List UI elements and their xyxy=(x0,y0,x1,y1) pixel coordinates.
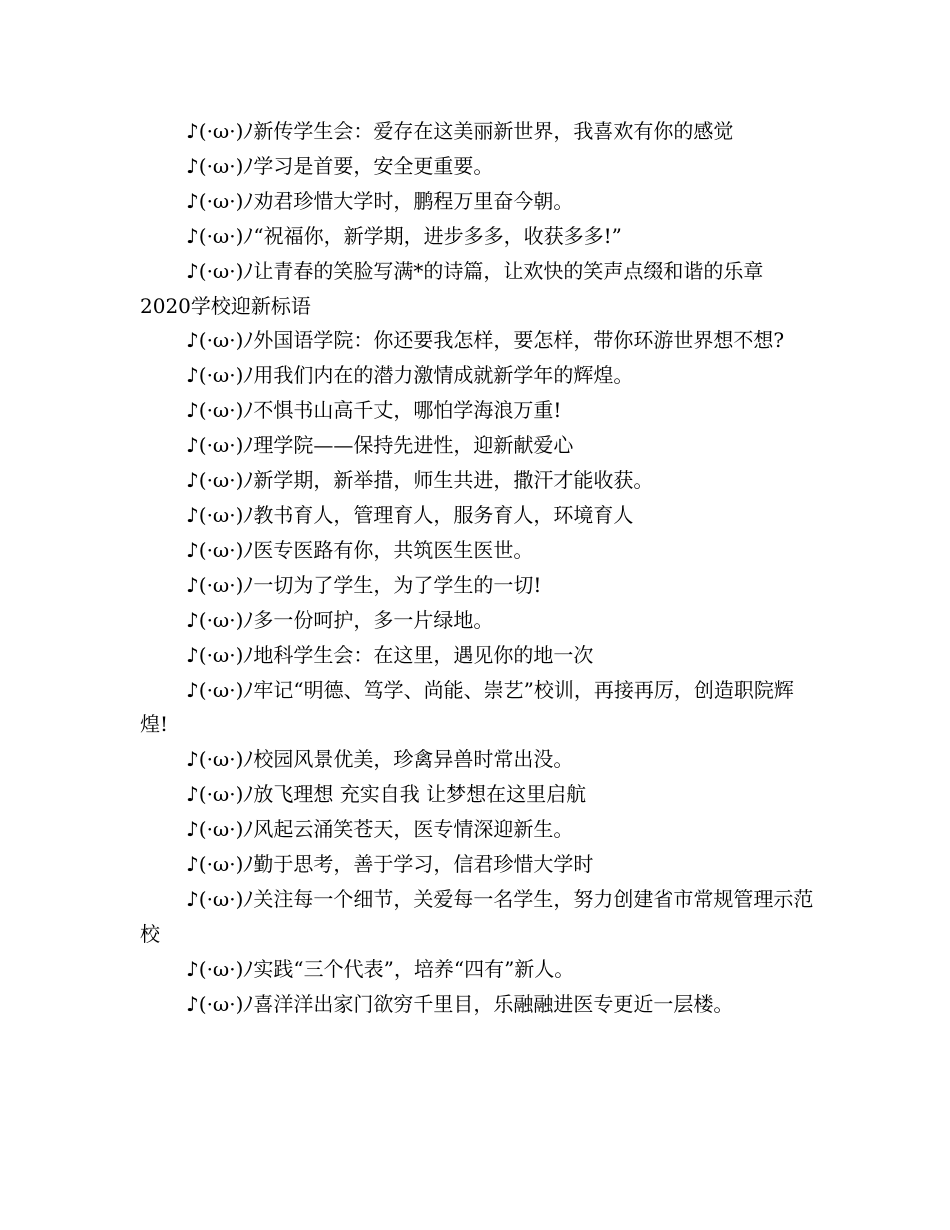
slogan-line: ♪(·ω·)ﾉ理学院——保持先进性，迎新献爱心 xyxy=(186,433,574,458)
slogan-line: ♪(·ω·)ﾉ风起云涌笑苍天，医专情深迎新生。 xyxy=(186,817,574,842)
slogan-line: ♪(·ω·)ﾉ新学期，新举措，师生共进，撒汗才能收获。 xyxy=(186,468,654,493)
slogan-line: ♪(·ω·)ﾉ校园风景优美，珍禽异兽时常出没。 xyxy=(186,747,574,772)
slogan-line: ♪(·ω·)ﾉ不惧书山高千丈，哪怕学海浪万重! xyxy=(186,398,562,423)
slogan-line: ♪(·ω·)ﾉ外国语学院：你还要我怎样，要怎样，带你环游世界想不想? xyxy=(186,328,785,353)
slogan-line: ♪(·ω·)ﾉ一切为了学生，为了学生的一切! xyxy=(186,572,542,597)
slogan-line: ♪(·ω·)ﾉ用我们内在的潜力激情成就新学年的辉煌。 xyxy=(186,363,634,388)
slogan-line: ♪(·ω·)ﾉ地科学生会：在这里，遇见你的地一次 xyxy=(186,642,594,667)
slogan-line: ♪(·ω·)ﾉ劝君珍惜大学时，鹏程万里奋今朝。 xyxy=(186,188,574,213)
slogan-line: ♪(·ω·)ﾉ勤于思考，善于学习，信君珍惜大学时 xyxy=(186,852,594,877)
slogan-line: ♪(·ω·)ﾉ实践“三个代表”，培养“四有”新人。 xyxy=(186,956,575,981)
slogan-line: ♪(·ω·)ﾉ关注每一个细节，关爱每一名学生，努力创建省市常规管理示范校 xyxy=(140,886,814,946)
slogan-line: ♪(·ω·)ﾉ学习是首要，安全更重要。 xyxy=(186,153,494,178)
slogan-line: ♪(·ω·)ﾉ让青春的笑脸写满*的诗篇，让欢快的笑声点缀和谐的乐章 xyxy=(186,258,764,283)
slogan-line: ♪(·ω·)ﾉ“祝福你，新学期，进步多多，收获多多!” xyxy=(186,223,622,248)
slogan-line: ♪(·ω·)ﾉ喜洋洋出家门欲穷千里目，乐融融进医专更近一层楼。 xyxy=(186,991,734,1016)
slogan-line: ♪(·ω·)ﾉ放飞理想 充实自我 让梦想在这里启航 xyxy=(186,782,587,807)
slogan-line: ♪(·ω·)ﾉ多一份呵护，多一片绿地。 xyxy=(186,607,494,632)
slogan-line: ♪(·ω·)ﾉ教书育人，管理育人，服务育人，环境育人 xyxy=(186,502,634,527)
section-heading: 2020学校迎新标语 xyxy=(140,293,311,318)
slogan-line: ♪(·ω·)ﾉ医专医路有你，共筑医生医世。 xyxy=(186,537,534,562)
slogan-line: ♪(·ω·)ﾉ牢记“明德、笃学、尚能、崇艺”校训，再接再厉，创造职院辉煌! xyxy=(140,677,794,737)
document-body xyxy=(140,114,815,1022)
slogan-line: ♪(·ω·)ﾉ新传学生会：爱存在这美丽新世界，我喜欢有你的感觉 xyxy=(186,119,734,143)
